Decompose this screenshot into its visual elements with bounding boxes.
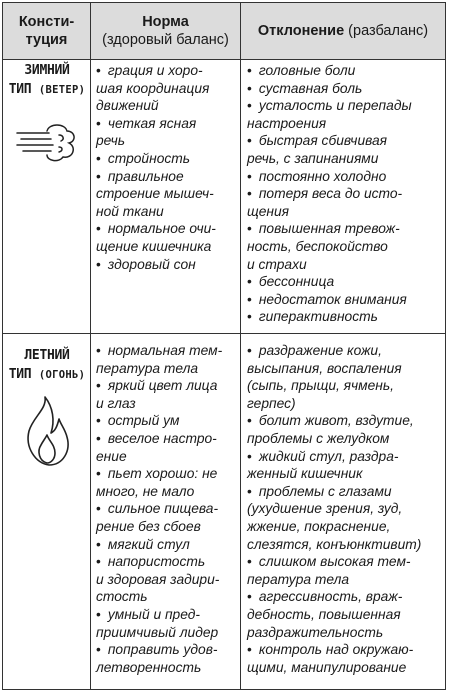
norm-item-line: стость <box>96 589 148 605</box>
type-winter-word: ТИП <box>8 82 32 97</box>
norm-item-line: строение мышеч- <box>96 186 214 202</box>
norm-item-line: • нормальная тем- <box>96 343 223 358</box>
norm-item-line: • острый ум <box>96 413 180 429</box>
header-constitution-line: туция <box>25 32 68 48</box>
deviation-item-line: • контроль над окружаю- <box>247 642 414 658</box>
norm-item-line: • нормальное очи- <box>96 221 216 237</box>
header-norm-subtitle: (здоровый баланс) <box>102 32 229 48</box>
header-constitution <box>3 3 90 59</box>
norm-item-line: ной ткани <box>96 203 164 219</box>
deviation-item-line: • потеря веса до исто- <box>247 186 403 202</box>
norm-item-line: движений <box>96 98 159 114</box>
deviation-item-line: щения <box>247 203 290 219</box>
deviation-item-line: женный кишечник <box>247 466 363 482</box>
norm-item-line: • стройность <box>96 150 191 166</box>
deviation-item-line: проблемы с желудком <box>247 430 390 446</box>
header-norm <box>91 3 240 59</box>
wind-icon <box>15 121 79 165</box>
deviation-item-line: ность, беспокойство <box>247 238 388 254</box>
norm-item-line: • веселое настро- <box>96 430 217 446</box>
fire-icon <box>25 395 71 467</box>
norm-item-line: • четкая ясная <box>96 115 197 131</box>
norm-item-line: • мягкий стул <box>96 536 190 552</box>
header-deviation <box>241 3 445 59</box>
deviation-item-line: • жидкий стул, раздра- <box>247 448 399 464</box>
row-divider <box>3 333 445 334</box>
deviation-item-line: (сыпь, прыщи, ячмень, <box>247 378 394 394</box>
type-summer-element: (ОГОНЬ) <box>38 369 86 381</box>
deviation-item-line: • головные боли <box>247 63 356 78</box>
deviation-item-line: (ухудшение зрения, зуд, <box>247 501 403 517</box>
deviation-item-line: • агрессивность, враж- <box>247 589 403 605</box>
norm-item-line: пература тела <box>96 360 199 376</box>
deviation-item-line: герпес) <box>247 395 296 411</box>
deviation-item-line: • недостаток внимания <box>247 291 407 307</box>
deviation-item-line: настроения <box>247 115 327 131</box>
type-winter-element: (ВЕТЕР) <box>38 84 86 96</box>
deviation-item-line: и страхи <box>247 256 307 272</box>
norm-item-line: • пьет хорошо: не <box>96 466 218 482</box>
norm-item-line: и глаз <box>96 395 136 411</box>
type-winter-name: ЗИМНИЙ <box>24 63 70 78</box>
deviation-item-line: • повышенная тревож- <box>247 221 400 237</box>
norm-item-line: • поправить удов- <box>96 642 218 658</box>
deviation-item-line: • болит живот, вздутие, <box>247 413 414 429</box>
deviation-item-line: пература тела <box>247 571 350 587</box>
header-norm-title: Норма <box>142 14 189 30</box>
deviation-item-line: • гиперактивность <box>247 309 378 325</box>
norm-item-line: • умный и пред- <box>96 606 200 622</box>
norm-item-line: ение <box>96 448 127 464</box>
deviation-item-line: • постоянно холодно <box>247 168 387 184</box>
norm-list-summer <box>96 342 222 676</box>
header-deviation-label <box>258 22 428 40</box>
column-divider <box>240 3 241 689</box>
deviation-item-line: • быстрая сбивчивая <box>247 133 388 149</box>
type-winter <box>3 61 91 100</box>
deviation-item-line: раздражительность <box>247 624 384 640</box>
deviation-item-line: • усталость и перепады <box>247 98 412 114</box>
norm-item-line: щение кишечника <box>96 238 212 254</box>
deviation-item-line: • суставная боль <box>247 80 363 96</box>
header-deviation-title: Отклонение <box>257 23 345 39</box>
header-deviation-subtitle: (разбаланс) <box>348 23 429 39</box>
deviation-list-winter <box>247 62 412 326</box>
norm-item-line: летворенность <box>96 659 202 675</box>
norm-item-line: много, не мало <box>96 483 195 499</box>
deviation-item-line: • проблемы с глазами <box>247 483 392 499</box>
norm-list-winter <box>96 62 216 273</box>
deviation-item-line: речь, с запинаниями <box>247 150 379 166</box>
deviation-item-line: дебность, повышенная <box>247 606 401 622</box>
norm-item-line: рение без сбоев <box>96 518 201 534</box>
norm-item-line: речь <box>96 133 125 149</box>
type-summer-name: ЛЕТНИЙ <box>24 348 70 363</box>
deviation-item-line: • бессонница <box>247 274 335 290</box>
deviation-item-line: слезятся, конъюнктивит) <box>247 536 422 552</box>
deviation-list-summer <box>247 342 421 676</box>
deviation-item-line: • раздражение кожи, <box>247 343 382 358</box>
constitution-table <box>2 2 446 690</box>
header-constitution-label <box>19 13 74 49</box>
norm-item-line: шая координация <box>96 80 210 96</box>
norm-item-line: • напористость <box>96 554 206 570</box>
norm-item-line: • яркий цвет лица <box>96 378 218 394</box>
type-summer-word: ТИП <box>8 367 32 382</box>
norm-item-line: приимчивый лидер <box>96 624 219 640</box>
norm-item-line: • сильное пищева- <box>96 501 219 517</box>
norm-item-line: • грация и хоро- <box>96 63 203 78</box>
norm-item-line: и здоровая задири- <box>96 571 220 587</box>
type-summer <box>3 346 91 385</box>
deviation-item-line: • слишком высокая тем- <box>247 554 411 570</box>
deviation-item-line: жжение, покраснение, <box>247 518 391 534</box>
norm-item-line: • правильное <box>96 168 184 184</box>
norm-item-line: • здоровый сон <box>96 256 196 272</box>
deviation-item-line: щими, манипулирование <box>247 659 407 675</box>
deviation-item-line: высыпания, воспаления <box>247 360 402 376</box>
header-constitution-line: Консти- <box>18 14 75 30</box>
